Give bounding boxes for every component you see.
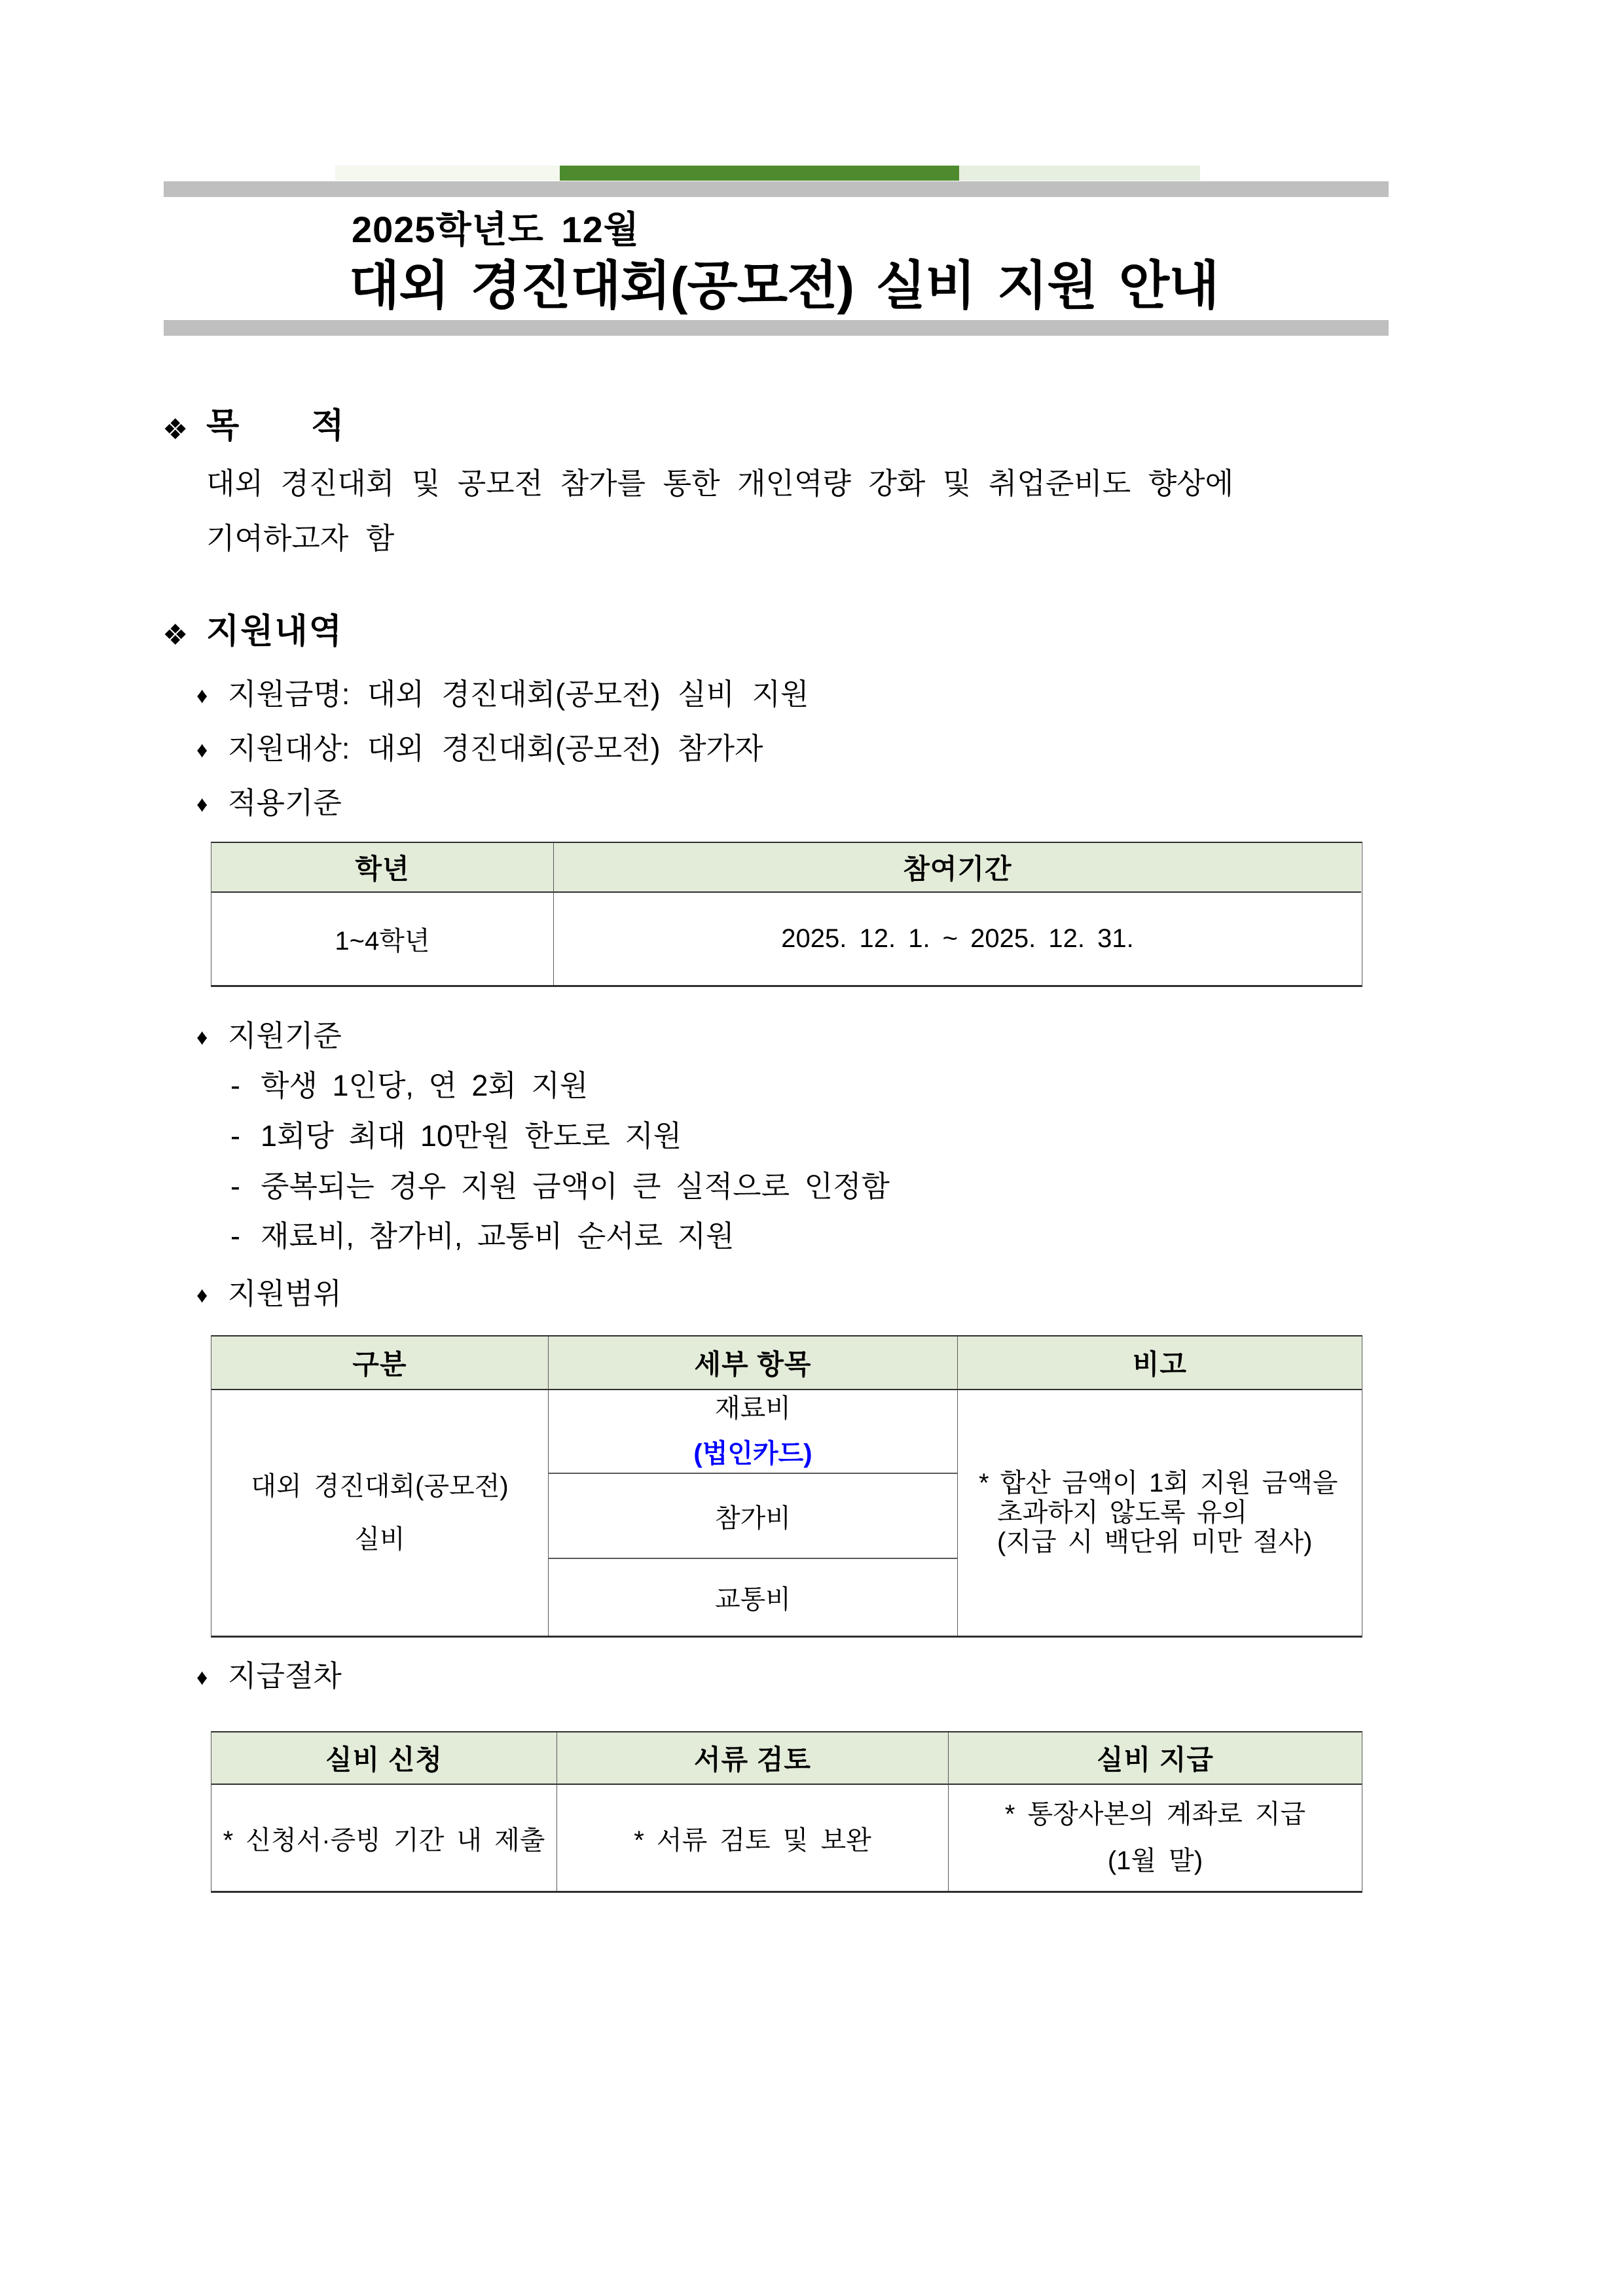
dash-icon: -: [230, 1170, 240, 1203]
support-bullet-apply-standard: 적용기준: [228, 786, 342, 819]
support-bullet-target: 지원대상: 대외 경진대회(공모전) 참가자: [228, 732, 763, 765]
purpose-body-line-2: 기여하고자 함: [206, 522, 395, 555]
support-bullet-grant-name: 지원금명: 대외 경진대회(공모전) 실비 지원: [228, 677, 809, 711]
table3-payment-line-2: (1월 말): [1107, 1846, 1203, 1875]
table3-cell-request: * 신청서·증빙 기간 내 제출: [211, 1785, 557, 1891]
scope-heading: 지원범위: [228, 1277, 342, 1310]
deco-bar-dark-green: [560, 166, 959, 181]
deco-bar-light-green-left: [335, 166, 560, 181]
apply-standard-table: [211, 842, 1362, 987]
table2-category-line-2: 실비: [354, 1524, 405, 1554]
dash-icon: -: [230, 1119, 240, 1153]
table2-remark-line-3: (지급 시 백단위 미만 절사): [997, 1527, 1313, 1556]
table3-header-payment: 실비 지급: [949, 1732, 1362, 1785]
table2-cell-remark: [958, 1390, 1362, 1636]
deco-bar-light-green-right: [959, 166, 1200, 181]
table2-item-corporate-card-note: (법인카드): [693, 1439, 812, 1468]
table1-cell-period: 2025. 12. 1. ~ 2025. 12. 31.: [781, 924, 1134, 953]
table2-header-detail: 세부 항목: [549, 1336, 958, 1390]
document-subtitle: 2025학년도 12월: [352, 209, 640, 250]
deco-bar-gray-bottom: [164, 320, 1389, 336]
table2-remark-line-1: * 합산 금액이 1회 지원 금액을: [979, 1469, 1338, 1498]
support-heading: 지원내역: [206, 613, 343, 651]
support-section-marker-icon: ❖: [162, 619, 189, 651]
criteria-item-3: 중복되는 경우 지원 금액이 큰 실적으로 인정함: [261, 1170, 890, 1203]
table2-remark-line-2: 초과하지 않도록 유의: [997, 1498, 1247, 1528]
purpose-heading: 목 적: [206, 407, 346, 445]
table2-cell-entry-fee: 참가비: [549, 1474, 958, 1559]
table2-cell-category: [211, 1390, 549, 1636]
payment-procedure-table: [211, 1731, 1362, 1893]
table2-item-material: 재료비: [715, 1394, 791, 1424]
procedure-heading: 지급절차: [228, 1659, 342, 1693]
bullet-icon: ♦: [196, 738, 208, 762]
bullet-icon: ♦: [196, 1025, 208, 1050]
bullet-icon: ♦: [196, 1665, 208, 1690]
table2-header-remark: 비고: [958, 1336, 1362, 1390]
table1-cell-grade: 1~4학년: [211, 893, 554, 985]
dash-icon: -: [230, 1069, 240, 1102]
purpose-section-marker-icon: ❖: [162, 414, 189, 446]
table3-header-review: 서류 검토: [557, 1732, 949, 1785]
support-scope-table: [211, 1335, 1362, 1638]
table1-header-period: 참여기간: [554, 843, 1361, 893]
table2-cell-material-cost: [549, 1390, 958, 1474]
table2-cell-transport-cost: 교통비: [549, 1559, 958, 1636]
criteria-heading: 지원기준: [228, 1019, 342, 1052]
table2-category-line-1: 대외 경진대회(공모전): [251, 1471, 509, 1501]
table3-header-request: 실비 신청: [211, 1732, 557, 1785]
criteria-item-2: 1회당 최대 10만원 한도로 지원: [261, 1119, 682, 1153]
criteria-item-4: 재료비, 참가비, 교통비 순서로 지원: [261, 1219, 735, 1253]
bullet-icon: ♦: [196, 683, 208, 708]
purpose-body-line-1: 대외 경진대회 및 공모전 참가를 통한 개인역량 강화 및 취업준비도 향상에: [206, 467, 1234, 500]
dash-icon: -: [230, 1219, 240, 1253]
bullet-icon: ♦: [196, 792, 208, 817]
table3-cell-review: * 서류 검토 및 보완: [557, 1785, 949, 1891]
criteria-item-1: 학생 1인당, 연 2회 지원: [261, 1069, 589, 1102]
table2-header-category: 구분: [211, 1336, 549, 1390]
table3-payment-line-1: * 통장사본의 계좌로 지급: [1004, 1800, 1306, 1829]
document-title: 대외 경진대회(공모전) 실비 지원 안내: [349, 257, 1219, 315]
deco-bar-gray-top: [164, 181, 1389, 197]
bullet-icon: ♦: [196, 1283, 208, 1308]
table3-cell-payment: [949, 1785, 1362, 1891]
table1-header-grade: 학년: [211, 843, 554, 893]
